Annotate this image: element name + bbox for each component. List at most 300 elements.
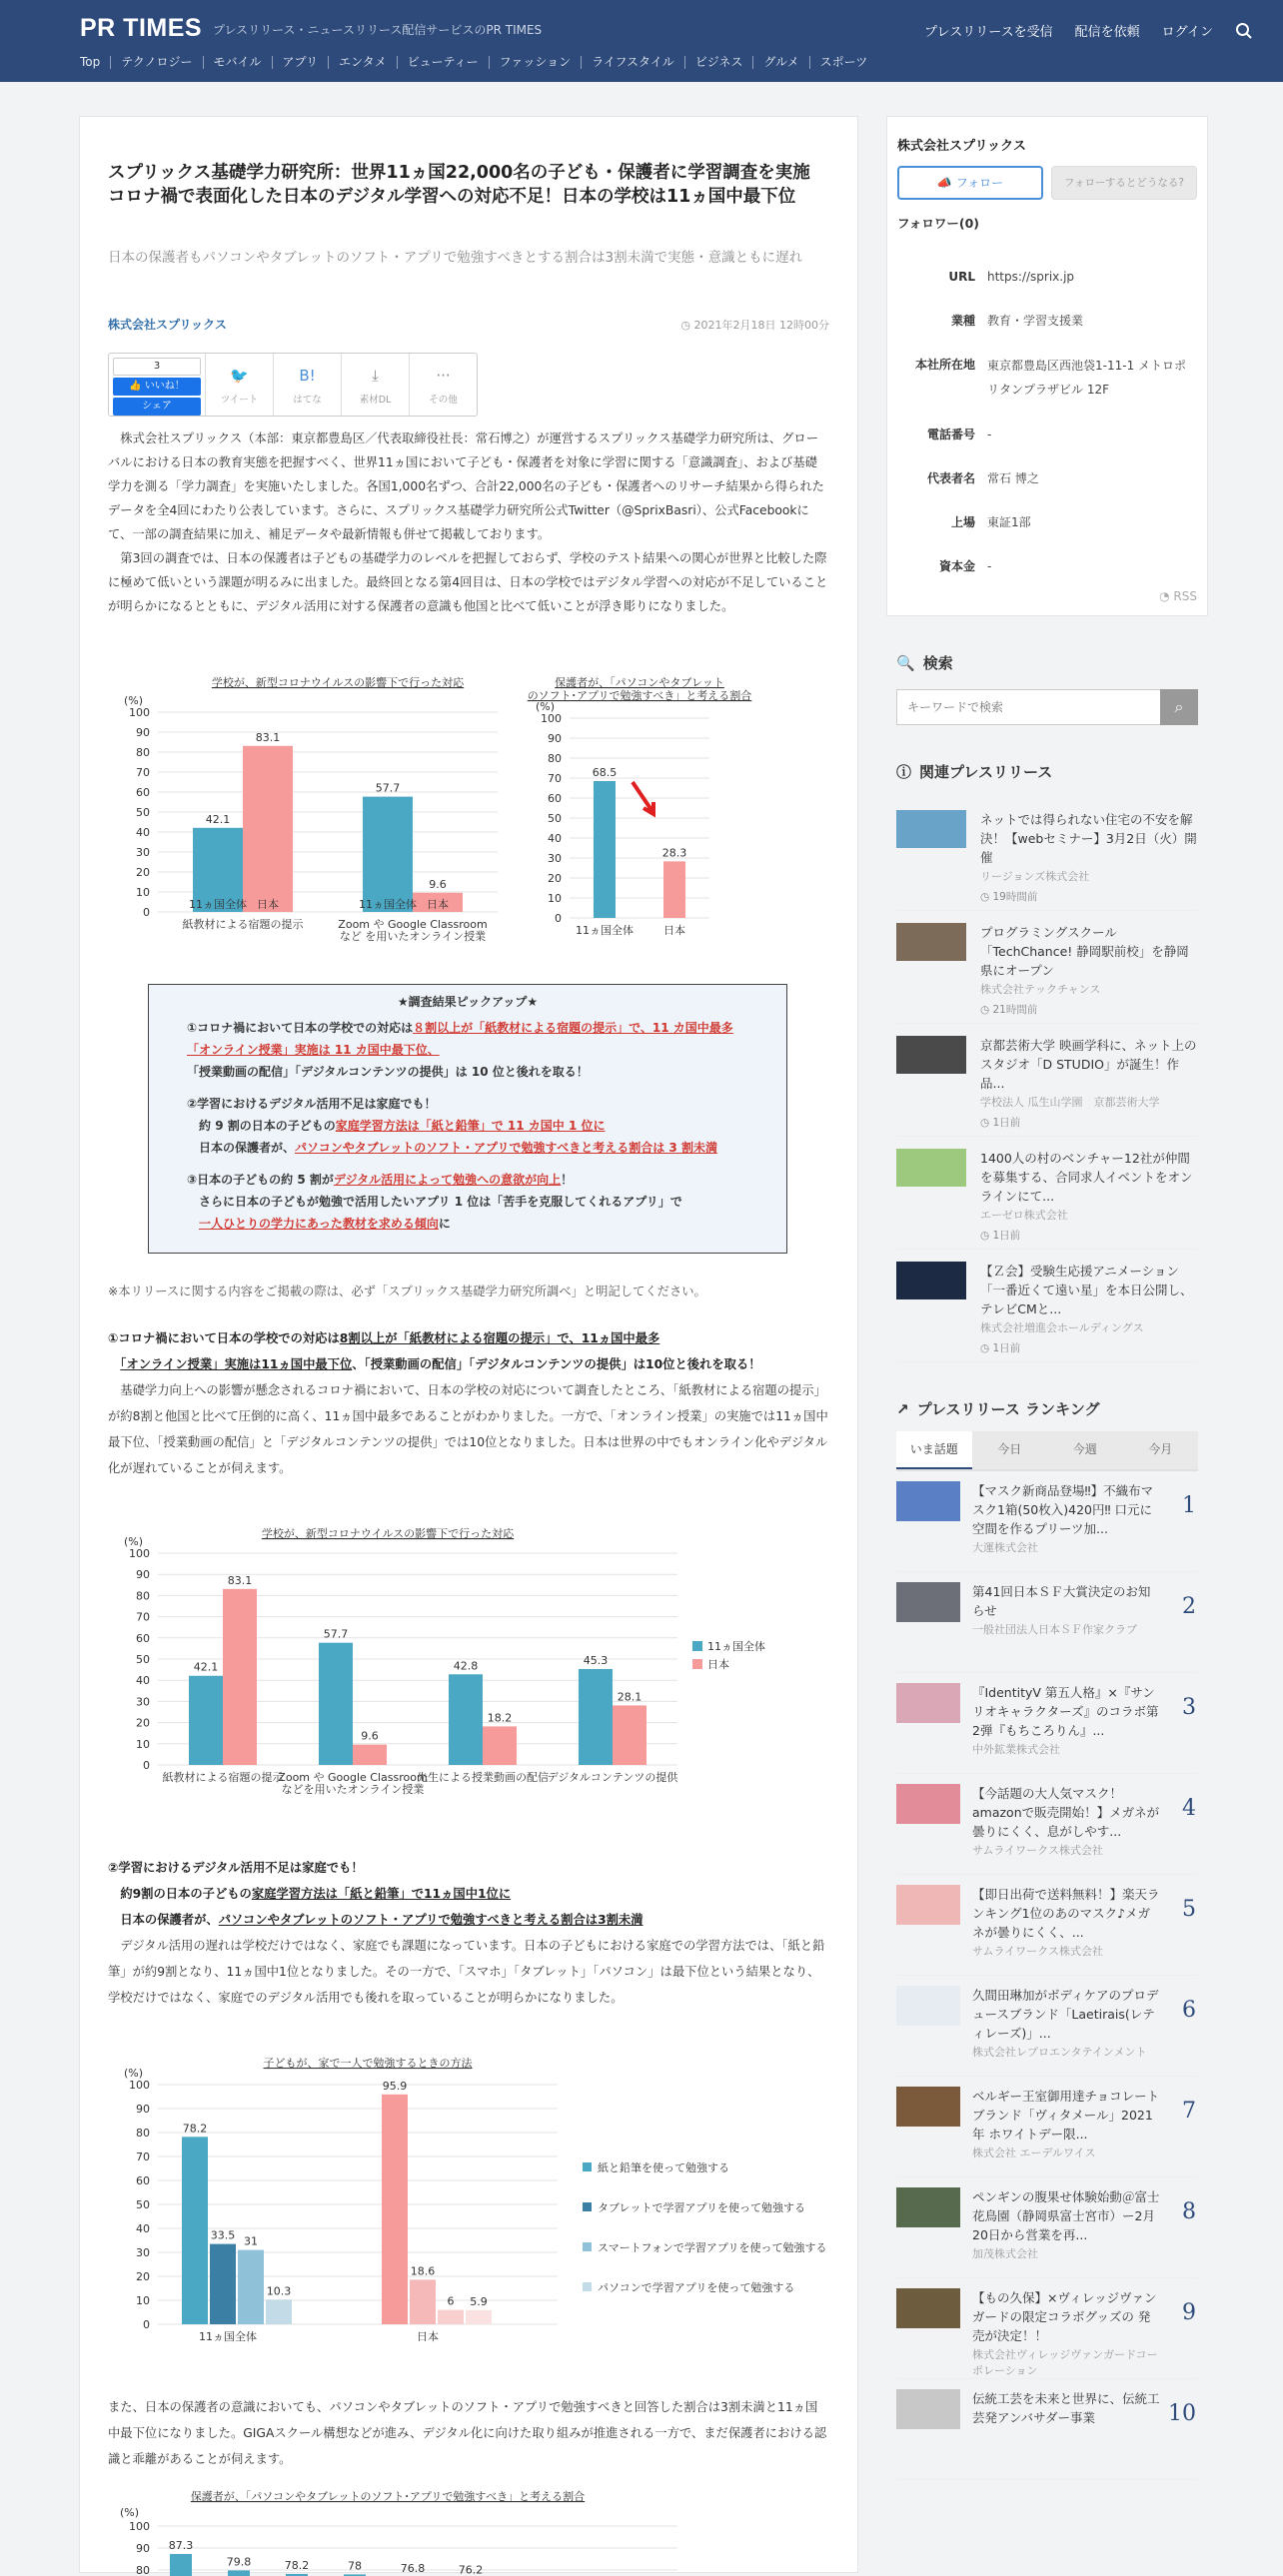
chart-title: 保護者が、「パソコンやタブレット	[555, 676, 724, 689]
publish-date: ◷ 2021年2月18日 12時00分	[680, 319, 829, 332]
info-key: 資本金	[938, 559, 975, 573]
pickup-box	[148, 984, 787, 1254]
pickup-1d: 「授業動画の配信」「デジタルコンテンツの提供」は 10 位と後れを取る！	[187, 1065, 589, 1079]
rank-number: 9	[1182, 2300, 1196, 2325]
related-time: ◷ 21時間前	[980, 1004, 1038, 1016]
intro-paragraph: 第3回の調査では、日本の保護者は子どもの基礎学力のレベルを把握しておらず、学校のテスト結果への関心が世界と比較した際に極めて低いという課題が明るみに出ました。最終回となる第4回目は、日本の学校ではデジタル学習への対応が不足していることが明らかになるとともに、デジタル活用に対する保護者の意識も他国と比べて低いことが浮き彫りになりました。	[108, 551, 828, 613]
search-heading	[896, 652, 1198, 673]
legend-label: 紙と鉛筆を使って勉強する	[598, 2161, 729, 2174]
hatena-icon: B!	[299, 367, 316, 385]
cat-fashion[interactable]: ファッション	[489, 56, 582, 69]
y-tick-label: 100	[129, 2520, 150, 2533]
ranking-thumbnail	[896, 2389, 960, 2429]
y-tick-label: 20	[136, 1716, 150, 1730]
chart-title: 学校が、新型コロナウイルスの影響下で行った対応	[211, 676, 465, 689]
request-distribution-link[interactable]: 配信を依頼	[1074, 25, 1140, 40]
ranking-company: サムライワークス株式会社	[972, 1844, 1104, 1857]
section-2-body: デジタル活用の遅れは学校だけではなく、家庭でも課題になっています。日本の子どもにおける家庭での学習方法では、「紙と鉛筆」が約9割となり、11ヵ国中1位となりました。その一方で、「スマホ」「タブレット」「パソコン」は最下位という結果となり、学校だけではなく、家庭でのデジタル活用でも後れを取っていることが明らかになりました。	[108, 1939, 825, 2005]
ranking-item[interactable]	[896, 1673, 1198, 1774]
y-tick-label: 50	[136, 2198, 150, 2211]
download-button[interactable]	[341, 354, 409, 416]
x-tick-label: 11ヵ国全体	[199, 2330, 257, 2343]
info-value: 教育・学習支援業	[987, 314, 1084, 328]
ranking-title-text: 【今話題の大人気マスク！amazonで販売開始！】メガネが曇りにくく、息がしやす...	[972, 1786, 1160, 1839]
data-label: 78	[348, 2559, 362, 2573]
y-tick-label: 10	[136, 886, 150, 899]
site-logo[interactable]: PR TIMES	[80, 14, 203, 42]
section-1-heading	[108, 1325, 829, 1377]
info-key: 上場	[950, 515, 975, 529]
y-tick-label: 70	[136, 766, 150, 779]
ranking-thumbnail	[896, 1481, 960, 1521]
rank-number: 6	[1182, 1998, 1196, 2023]
y-tick-label: 10	[548, 892, 562, 905]
pickup-1c: 「オンライン授業」実施は 11 カ国中最下位、	[187, 1043, 440, 1057]
legend-swatch	[583, 2242, 592, 2251]
y-tick-label: 60	[136, 1631, 150, 1645]
chart-home-study-method	[108, 2053, 827, 2362]
like-count: 3	[113, 358, 201, 376]
ranking-company: 大運株式会社	[972, 1541, 1038, 1554]
like-box	[109, 354, 205, 416]
x-tick-label: Zoom や Google Classroom	[278, 1771, 428, 1784]
ranking-company: 株式会社 エーデルワイス	[972, 2147, 1096, 2159]
y-tick-label: 80	[136, 746, 150, 759]
company-info	[897, 266, 1197, 577]
data-label: 10.3	[266, 2284, 292, 2298]
bar	[438, 2310, 464, 2324]
y-axis-unit: (%)	[124, 1535, 144, 1548]
bar	[466, 2310, 492, 2324]
data-label: 57.7	[323, 1627, 349, 1641]
bar-series-label: 日本	[427, 898, 449, 911]
ranking-item[interactable]	[896, 1471, 1198, 1572]
search-input[interactable]	[896, 689, 1160, 725]
magnifier-icon: 🔍	[896, 653, 915, 672]
ranking-item[interactable]	[896, 1976, 1198, 2077]
s2-h2b: 家庭学習方法は「紙と鉛筆」で11ヵ国中1位に	[251, 1887, 512, 1901]
company-url-link[interactable]: https://sprix.jp	[987, 270, 1075, 284]
related-time: ◷ 1日前	[980, 1117, 1021, 1129]
x-tick-label: 11ヵ国全体	[576, 924, 634, 937]
cat-top[interactable]: Top	[80, 55, 101, 69]
section-2	[108, 1855, 829, 2011]
y-tick-label: 0	[143, 1759, 150, 1772]
y-tick-label: 80	[136, 2127, 150, 2140]
rss-icon: ◔	[1159, 589, 1170, 603]
info-row	[897, 266, 1197, 288]
info-value: -	[987, 559, 992, 573]
publish-date-text: 2021年2月18日 12時00分	[693, 319, 829, 332]
twitter-icon: 🐦	[230, 367, 249, 385]
data-label: 76.8	[400, 2562, 426, 2576]
related-item[interactable]	[896, 1250, 1198, 1362]
y-tick-label: 50	[136, 1653, 150, 1666]
x-tick-label: Zoom や Google Classroom	[338, 918, 488, 931]
bar	[189, 1676, 223, 1765]
data-label: 78.2	[182, 2122, 208, 2136]
ranking-title-text: 第41回日本ＳＦ大賞決定のお知らせ	[972, 1584, 1151, 1618]
chart-parent-digital-small	[527, 672, 752, 972]
sidebar-company-name[interactable]: 株式会社スプリックス	[897, 139, 1026, 154]
info-key: URL	[948, 270, 975, 284]
info-row	[897, 424, 1197, 445]
y-tick-label: 20	[548, 872, 562, 885]
related-time-text: 21時間前	[992, 1004, 1038, 1016]
bar	[483, 1726, 517, 1765]
data-label: 9.6	[361, 1729, 379, 1743]
cat-entertainment[interactable]: エンタメ	[328, 56, 397, 69]
y-tick-label: 40	[136, 1674, 150, 1688]
legend-swatch	[583, 2202, 592, 2211]
related-title-text: プログラミングスクール「TechChance! 静岡駅前校」を静岡県にオープン	[980, 925, 1189, 978]
y-tick-label: 100	[129, 706, 150, 719]
thumbs-up-icon: 👍	[129, 381, 142, 392]
trend-icon: ↗	[896, 1399, 909, 1418]
ranking-list	[896, 1471, 1198, 2480]
bar	[210, 2244, 236, 2324]
chart-title: 子どもが、家で一人で勉強するときの方法	[263, 2057, 473, 2070]
rank-number: 1	[1182, 1493, 1196, 1518]
rank-number: 4	[1182, 1796, 1196, 1821]
y-tick-label: 50	[548, 812, 562, 825]
pickup-2b: 約 9 割の日本の子どもの	[199, 1119, 336, 1133]
ranking-item[interactable]	[896, 1875, 1198, 1976]
pickup-2c: 家庭学習方法は「紙と鉛筆」で 11 カ国中 1 位に	[335, 1119, 606, 1133]
header-nav	[924, 21, 1253, 40]
follow-button[interactable]	[897, 166, 1043, 200]
bar	[353, 1745, 387, 1765]
bar	[363, 797, 413, 912]
x-tick-label: 紙教材による宿題の提示	[182, 918, 304, 931]
y-tick-label: 0	[143, 906, 150, 919]
ranking-thumbnail	[896, 1582, 960, 1622]
tab-month[interactable]: 今月	[1148, 1442, 1173, 1456]
tweet-button[interactable]	[205, 354, 273, 416]
data-label: 78.2	[284, 2558, 310, 2572]
info-key: 電話番号	[926, 428, 975, 441]
bar	[410, 2279, 436, 2324]
bar	[223, 1589, 257, 1765]
related-company: エーゼロ株式会社	[980, 1209, 1068, 1222]
ranking-company: 一般社団法人日本ＳＦ作家クラブ	[972, 1623, 1137, 1636]
tab-trending[interactable]: いま話題	[896, 1431, 972, 1469]
section-2-heading	[108, 1855, 829, 1933]
ranking-title-text: 久間田琳加がボディケアのプロデュースブランド「Laetirais(レティレーズ)」...	[972, 1988, 1159, 2041]
s2-h3b: パソコンやタブレットのソフト・アプリで勉強すべきと考える割合は3割未満	[218, 1913, 643, 1927]
y-tick-label: 30	[136, 846, 150, 859]
related-thumbnail	[896, 1262, 966, 1299]
related-title: 関連プレスリリース	[919, 763, 1053, 781]
related-company: 学校法人 瓜生山学園 京都芸術大学	[980, 1096, 1160, 1109]
cat-gourmet[interactable]: グルメ	[752, 56, 808, 69]
ranking-company: 株式会社レプロエンタテインメント	[972, 2046, 1147, 2059]
intro-paragraph: 株式会社スプリックス（本部：東京都豊島区／代表取締役社長：常石博之）が運営するスプリックス基礎学力研究所は、グローバルにおける日本の教育実態を把握すべく、世界11ヵ国において子ども・保護者を対象に学習に関する「意識調査」、および基礎学力を測る「学力調査」を実施いたしました。各国1,000名ずつ、合計22,000名の子ども・保護者へのリサーチ結果から得られたデータを全4回にわたり公表しています。さらに、スプリックス基礎学力研究所公式Twitter（@SprixBasri）、公式Facebookにて、一部の調査結果に加え、補足データや最新情報も併せて掲載しております。	[108, 431, 824, 541]
related-item[interactable]	[896, 1024, 1198, 1137]
y-tick-label: 40	[136, 2222, 150, 2235]
cat-mobile[interactable]: モバイル	[203, 56, 272, 69]
section-1	[108, 1325, 829, 1481]
cat-beauty[interactable]: ビューティー	[397, 56, 489, 69]
ranking-company: 中外鉱業株式会社	[972, 1743, 1060, 1756]
download-icon: ⤓	[372, 367, 379, 385]
ranking-title-text: ベルギー王室御用達チョコレートブランド「ヴィタメール」2021年 ホワイトデー限...	[972, 2089, 1160, 2142]
info-row	[897, 467, 1197, 489]
ranking-item[interactable]	[896, 1572, 1198, 1673]
y-tick-label: 20	[136, 866, 150, 879]
sidebar-search	[896, 689, 1198, 725]
related-item[interactable]	[896, 1137, 1198, 1250]
ranking-item[interactable]	[896, 1774, 1198, 1875]
tab-today[interactable]: 今日	[997, 1442, 1022, 1456]
data-label: 18.6	[410, 2264, 436, 2278]
data-label: 5.9	[470, 2294, 488, 2308]
ranking-title: プレスリリース ランキング	[916, 1400, 1100, 1418]
bar-series-label: 11ヵ国全体	[359, 898, 417, 911]
rank-number: 10	[1168, 2401, 1196, 2426]
related-thumbnail	[896, 1149, 966, 1187]
receive-release-link[interactable]: プレスリリースを受信	[924, 25, 1053, 40]
bar	[182, 2137, 208, 2324]
ranking-title-text: 『IdentityV 第五人格』×『サンリオキャラクターズ』のコラボ第2弾『もちころりん』...	[972, 1685, 1159, 1738]
y-tick-label: 40	[136, 826, 150, 839]
y-tick-label: 10	[136, 2294, 150, 2307]
info-row	[897, 555, 1197, 577]
pickup-3c: ！	[561, 1173, 574, 1187]
chart-school-response-small	[108, 672, 528, 972]
ranking-item[interactable]	[896, 2278, 1198, 2379]
data-label: 33.5	[210, 2228, 236, 2242]
follow-label: フォロー	[955, 176, 1004, 190]
info-value: 常石 博之	[987, 471, 1039, 485]
y-tick-label: 40	[548, 832, 562, 845]
bar	[382, 2095, 408, 2324]
related-title-text: 京都芸術大学 映画学科に、ネット上のスタジオ「D STUDIO」が誕生！作品...	[980, 1038, 1197, 1091]
bar-series-label: 日本	[257, 898, 279, 911]
hatena-label: はてな	[293, 395, 322, 406]
s1-h1: ①コロナ禍において日本の学校での対応は	[108, 1331, 340, 1345]
chart-title: 学校が、新型コロナウイルスの影響下で行った対応	[261, 1527, 515, 1540]
info-row	[897, 354, 1197, 402]
info-value: -	[987, 428, 992, 441]
ranking-thumbnail	[896, 2187, 960, 2227]
related-title-text: 1400人の村のベンチャー12社が仲間を募集する、合同求人イベントをオンラインにて...	[980, 1151, 1193, 1204]
data-label: 68.5	[592, 766, 618, 779]
related-time: ◷ 19時間前	[980, 891, 1038, 903]
like-label: いいね！	[144, 381, 185, 392]
related-time-text: 19時間前	[992, 891, 1038, 903]
related-time-text: 1日前	[992, 1342, 1021, 1354]
data-label: 87.3	[168, 2538, 194, 2552]
bar	[613, 1705, 646, 1765]
ranking-thumbnail	[896, 1885, 960, 1925]
data-label: 83.1	[227, 1573, 253, 1587]
data-label: 95.9	[382, 2079, 408, 2093]
follower-count: フォロワー(0)	[897, 216, 979, 231]
article-title: スプリックス基礎学力研究所：世界11ヵ国22,000名の子ども・保護者に学習調査を実施 コロナ禍で表面化した日本のデジタル学習への対応不足！日本の学校は11ヵ国中最下位	[108, 163, 828, 207]
more-icon: ···	[436, 367, 451, 385]
data-label: 42.1	[193, 1660, 219, 1674]
bar	[243, 746, 293, 912]
ranking-title-text: 【もの久保】×ヴィレッジヴァンガードの限定コラボグッズの 発売が決定！！	[972, 2290, 1157, 2343]
ranking-thumbnail	[896, 2087, 960, 2127]
y-tick-label: 90	[548, 732, 562, 745]
bar	[228, 2570, 250, 2576]
tweet-label: ツイート	[220, 395, 259, 406]
ranking-thumbnail	[896, 1784, 960, 1824]
data-label: 31	[244, 2234, 258, 2248]
facebook-share-button[interactable]: シェア	[113, 398, 201, 416]
y-tick-label: 80	[136, 2564, 150, 2576]
bar	[170, 2554, 192, 2576]
ranking-thumbnail	[896, 2288, 960, 2328]
y-tick-label: 100	[129, 1547, 150, 1560]
related-company: 株式会社テックチャンス	[980, 983, 1101, 996]
s2-h3a: 日本の保護者が、	[120, 1913, 219, 1927]
related-list	[896, 798, 1198, 1362]
y-axis-unit: (%)	[124, 2067, 144, 2080]
section-3-body: また、日本の保護者の意識においても、パソコンやタブレットのソフト・アプリで勉強すべきと回答した割合は3割未満と11ヵ国中最下位になりました。GIGAスクール構想などが進み、デジタル化に向けた取り組みが推進される一方で、まだ保護者における認識と乖離があることが伺えます。	[108, 2400, 827, 2466]
x-tick-label: 先生による授業動画の配信	[417, 1771, 549, 1784]
pickup-1a: ①コロナ禍において日本の学校での対応は	[187, 1021, 414, 1035]
hatena-button[interactable]	[273, 354, 341, 416]
related-thumbnail	[896, 1036, 966, 1074]
pickup-3e: 一人ひとりの学力にあった教材を求める傾向	[199, 1217, 439, 1231]
rss-label: RSS	[1173, 589, 1197, 603]
download-label: 素材DL	[359, 395, 392, 406]
bar	[594, 781, 616, 918]
y-tick-label: 60	[548, 792, 562, 805]
cat-lifestyle[interactable]: ライフスタイル	[581, 56, 684, 69]
category-nav	[80, 56, 877, 69]
y-tick-label: 30	[136, 2246, 150, 2259]
search-icon[interactable]	[1235, 22, 1253, 40]
y-tick-label: 50	[136, 806, 150, 819]
citation-note: ※本リリースに関する内容をご掲載の際は、必ず「スプリックス基礎学力研究所調べ」と明記してください。	[108, 1285, 706, 1298]
related-thumbnail	[896, 810, 966, 848]
rss-link[interactable]	[897, 589, 1197, 603]
chart-parent-digital-countries	[108, 2486, 807, 2576]
y-tick-label: 90	[136, 2103, 150, 2116]
legend-swatch	[583, 2282, 592, 2291]
pickup-item-2	[187, 1093, 748, 1159]
company-link[interactable]: 株式会社スプリックス	[108, 318, 227, 332]
ranking-title-text: 【マスク新商品登場‼】不織布マスク1箱(50枚入)420円‼ 口元に空間を作るプリーツ加...	[972, 1483, 1154, 1536]
pickup-1b: ８割以上が「紙教材による宿題の提示」で、11 カ国中最多	[413, 1021, 733, 1035]
more-button[interactable]	[409, 354, 477, 416]
pickup-3a: ③日本の子どもの約 5 割が	[187, 1173, 334, 1187]
y-tick-label: 30	[548, 852, 562, 865]
rank-number: 2	[1182, 1594, 1196, 1619]
related-time-text: 1日前	[992, 1117, 1021, 1129]
data-label: 42.8	[453, 1659, 479, 1673]
y-tick-label: 90	[136, 726, 150, 739]
pickup-3d: さらに日本の子どもが勉強で活用したいアプリ 1 位は「苦手を克服してくれるアプリ」で	[199, 1195, 682, 1209]
article-subtitle: 日本の保護者もパソコンやタブレットのソフト・アプリで勉強すべきとする割合は3割未満で実態・意識ともに遅れ	[108, 250, 803, 266]
pickup-3b: デジタル活用によって勉強への意欲が向上	[333, 1173, 562, 1187]
pickup-3f: に	[438, 1217, 451, 1231]
ranking-company: 加茂株式会社	[972, 2247, 1038, 2260]
search-submit-button[interactable]: ⌕	[1160, 689, 1198, 725]
y-tick-label: 10	[136, 1737, 150, 1751]
like-button[interactable]	[113, 378, 201, 396]
more-label: その他	[429, 395, 458, 406]
cat-business[interactable]: ビジネス	[684, 56, 753, 69]
info-value: 東京都豊島区西池袋1-11-1 メトロポリタンプラザビル 12F	[987, 359, 1187, 397]
tab-week[interactable]: 今週	[1072, 1442, 1097, 1456]
ranking-item[interactable]	[896, 2077, 1198, 2177]
ranking-item[interactable]	[896, 2177, 1198, 2278]
rank-number: 5	[1182, 1897, 1196, 1922]
pickup-title: ★調査結果ピックアップ★	[397, 995, 539, 1009]
y-axis-unit: (%)	[120, 2506, 140, 2519]
ranking-company: 株式会社ヴィレッジヴァンガードコーポレーション	[972, 2348, 1158, 2377]
legend-label: 11ヵ国全体	[707, 1640, 765, 1653]
ranking-title-text: 伝統工芸を未来と世界に、伝統工芸発アンバサダー事業	[972, 2391, 1160, 2425]
follow-help-button[interactable]: フォローするとどうなる?	[1051, 166, 1197, 200]
data-label: 6	[447, 2294, 455, 2308]
data-label: 83.1	[255, 730, 281, 744]
related-company: リージョンズ株式会社	[980, 870, 1090, 883]
s2-h2a: 約9割の日本の子どもの	[120, 1887, 252, 1901]
y-tick-label: 60	[136, 786, 150, 799]
ranking-thumbnail	[896, 1986, 960, 2026]
ranking-company: サムライワークス株式会社	[972, 1945, 1104, 1958]
cat-technology[interactable]: テクノロジー	[110, 56, 202, 69]
rank-number: 8	[1182, 2199, 1196, 2224]
company-card	[886, 116, 1208, 616]
s2-h1: ②学習におけるデジタル活用不足は家庭でも！	[108, 1861, 364, 1875]
x-tick-label: 日本	[663, 924, 685, 937]
ranking-title-text: ペンギンの腹果せ体験始動＠富士花鳥園（静岡県富士宮市）ー2月20日から営業を再...	[972, 2189, 1160, 2242]
cat-sports[interactable]: スポーツ	[809, 56, 878, 69]
y-tick-label: 100	[541, 712, 562, 725]
y-tick-label: 90	[136, 1568, 150, 1582]
related-time: ◷ 1日前	[980, 1230, 1021, 1242]
site-tagline: プレスリリース・ニュースリリース配信サービスのPR TIMES	[213, 23, 543, 37]
ranking-item[interactable]	[896, 2379, 1198, 2480]
legend-label: スマートフォンで学習アプリを使って勉強する	[598, 2241, 827, 2254]
legend-swatch	[692, 1659, 702, 1669]
cat-app[interactable]: アプリ	[272, 56, 329, 69]
related-item[interactable]	[896, 798, 1198, 911]
related-item[interactable]	[896, 911, 1198, 1024]
bar	[663, 861, 685, 918]
chart-title: 保護者が、「パソコンやタブレットのソフト･アプリで勉強すべき」と考える割合	[190, 2490, 586, 2503]
rank-number: 7	[1182, 2099, 1196, 2124]
y-tick-label: 90	[136, 2542, 150, 2555]
s1-h3: 「オンライン授業」実施は11ヵ国中最下位	[120, 1357, 353, 1371]
related-title-text: ネットでは得られない住宅の不安を解決！【webセミナー】3月2日（火）開催	[980, 812, 1197, 865]
article-card	[79, 116, 858, 2576]
y-tick-label: 20	[136, 2270, 150, 2283]
pickup-item-3	[187, 1169, 748, 1235]
x-tick-label: など を用いたオンライン授業	[339, 930, 487, 943]
data-label: 76.2	[458, 2563, 484, 2576]
pickup-2d: 日本の保護者が、	[199, 1141, 296, 1155]
info-row	[897, 310, 1197, 332]
related-title-text: 【Ｚ会】受験生応援アニメーション「一番近くて遠い星」を本日公開し、テレビCMと...	[980, 1264, 1193, 1316]
s1-h2: 8割以上が「紙教材による宿題の提示」で、11ヵ国中最多	[339, 1331, 660, 1345]
bar-series-label: 11ヵ国全体	[189, 898, 247, 911]
login-link[interactable]: ログイン	[1161, 25, 1213, 40]
info-value: 東証1部	[987, 515, 1031, 529]
ranking-thumbnail	[896, 1683, 960, 1723]
data-label: 45.3	[583, 1653, 609, 1667]
info-key: 業種	[950, 314, 975, 328]
ranking-tabs	[896, 1431, 1198, 1471]
y-tick-label: 80	[548, 752, 562, 765]
